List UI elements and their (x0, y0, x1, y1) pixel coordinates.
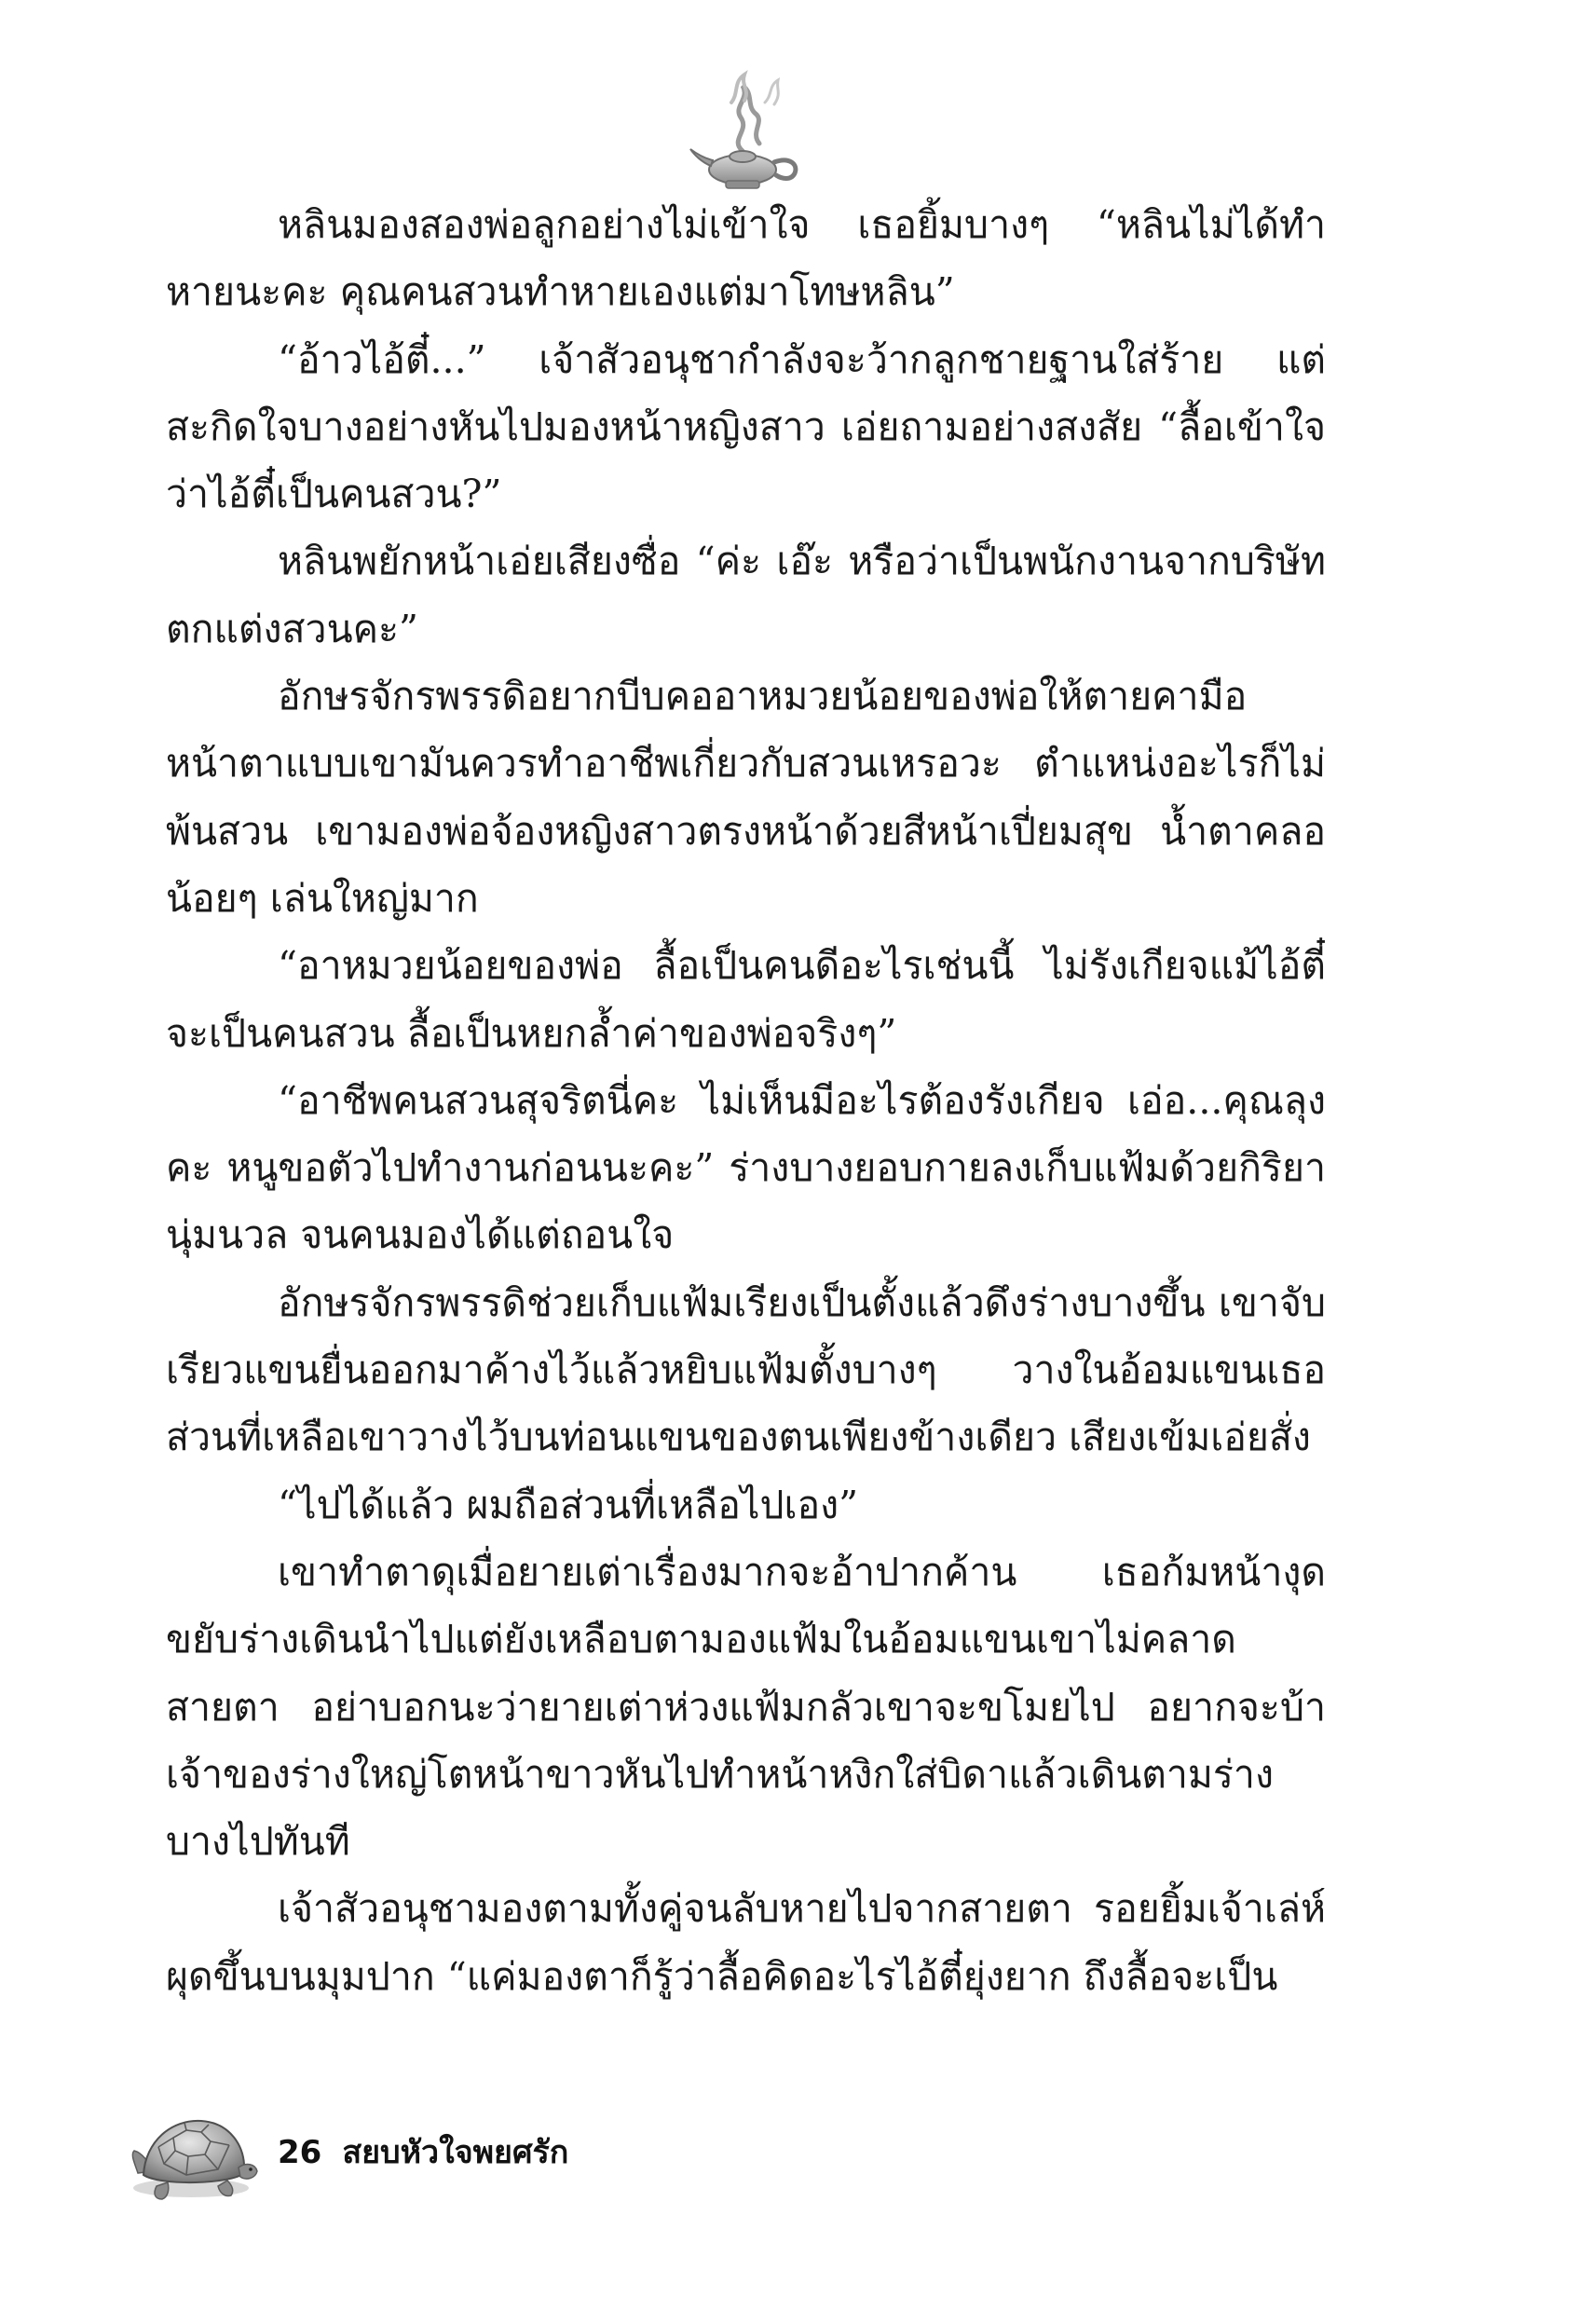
paragraph-10: เจ้าสัวอนุชามองตามทั้งคู่จนลับหายไปจากสายตา รอยยิ้มเจ้าเล่ห์ผุดขึ้นบนมุมปาก “แค่มองตาก็รู้ว่าลื้อคิดอะไรไอ้ตี๋ยุ่งยาก ถึงลื้อจะเป็น (166, 1886, 1326, 1999)
page-number: 26 (278, 2134, 322, 2171)
chapter-body (166, 191, 1326, 2010)
paragraph-2: “อ้าวไอ้ตี๋...” เจ้าสัวอนุชากำลังจะว้ากลูกชายฐานใส่ร้าย แต่สะกิดใจบางอย่างหันไปมองหน้าหญิงสาว เอ่ยถามอย่างสงสัย “ลื้อเข้าใจว่าไอ้ตี๋เป็นคนสวน?” (166, 336, 1326, 517)
turtle-icon (121, 2097, 261, 2208)
paragraph-3: หลินพยักหน้าเอ่ยเสียงซื่อ “ค่ะ เอ๊ะ หรือว่าเป็นพนักงานจากบริษัทตกแต่งสวนคะ” (166, 539, 1326, 651)
page-footer (278, 2126, 568, 2177)
paragraph-1: หลินมองสองพ่อลูกอย่างไม่เข้าใจ เธอยิ้มบางๆ “หลินไม่ได้ทำหายนะคะ คุณคนสวนทำหายเองแต่มาโทษหลิน” (166, 202, 1326, 315)
paragraph-6: “อาชีพคนสวนสุจริตนี่คะ ไม่เห็นมีอะไรต้องรังเกียจ เอ่อ...คุณลุงคะ หนูขอตัวไปทำงานก่อนนะคะ” ร่างบางยอบกายลงเก็บแฟ้มด้วยกิริยานุ่มนวล จนคนมองได้แต่ถอนใจ (166, 1077, 1326, 1258)
paragraph-9: เขาทำตาดุเมื่อยายเต่าเรื่องมากจะอ้าปากค้าน เธอก้มหน้างุด ขยับร่างเดินนำไปแต่ยังเหลือบตามองแฟ้มในอ้อมแขนเขาไม่คลาดสายตา อย่าบอกนะว่ายายเต่าห่วงแฟ้มกลัวเขาจะขโมยไป อยากจะบ้า เจ้าของร่างใหญ่โตหน้าขาวหันไปทำหน้าหงิกใส่บิดาแล้วเดินตามร่างบางไปทันที (166, 1549, 1326, 1865)
book-title: สยบหัวใจพยศรัก (342, 2134, 569, 2171)
paragraph-8: “ไปได้แล้ว ผมถือส่วนที่เหลือไปเอง” (278, 1482, 859, 1527)
paragraph-7: อักษรจักรพรรดิช่วยเก็บแฟ้มเรียงเป็นตั้งแล้วดึงร่างบางขึ้น เขาจับเรียวแขนยื่นออกมาค้างไว้แล้วหยิบแฟ้มตั้งบางๆ วางในอ้อมแขนเธอส่วนที่เหลือเขาวางไว้บนท่อนแขนของตนเพียงข้างเดียว เสียงเข้มเอ่ยสั่ง (166, 1279, 1326, 1460)
paragraph-4: อักษรจักรพรรดิอยากบีบคออาหมวยน้อยของพ่อให้ตายคามือ หน้าตาแบบเขามันควรทำอาชีพเกี่ยวกับสวนเหรอวะ ตำแหน่งอะไรก็ไม่พ้นสวน เขามองพ่อจ้องหญิงสาวตรงหน้าด้วยสีหน้าเปี่ยมสุข น้ำตาคลอน้อยๆ เล่นใหญ่มาก (166, 674, 1326, 921)
magic-lamp-icon (685, 65, 815, 196)
paragraph-5: “อาหมวยน้อยของพ่อ ลื้อเป็นคนดีอะไรเช่นนี้ ไม่รังเกียจแม้ไอ้ตี๋จะเป็นคนสวน ลื้อเป็นหยกล้ำค่าของพ่อจริงๆ” (166, 943, 1326, 1056)
